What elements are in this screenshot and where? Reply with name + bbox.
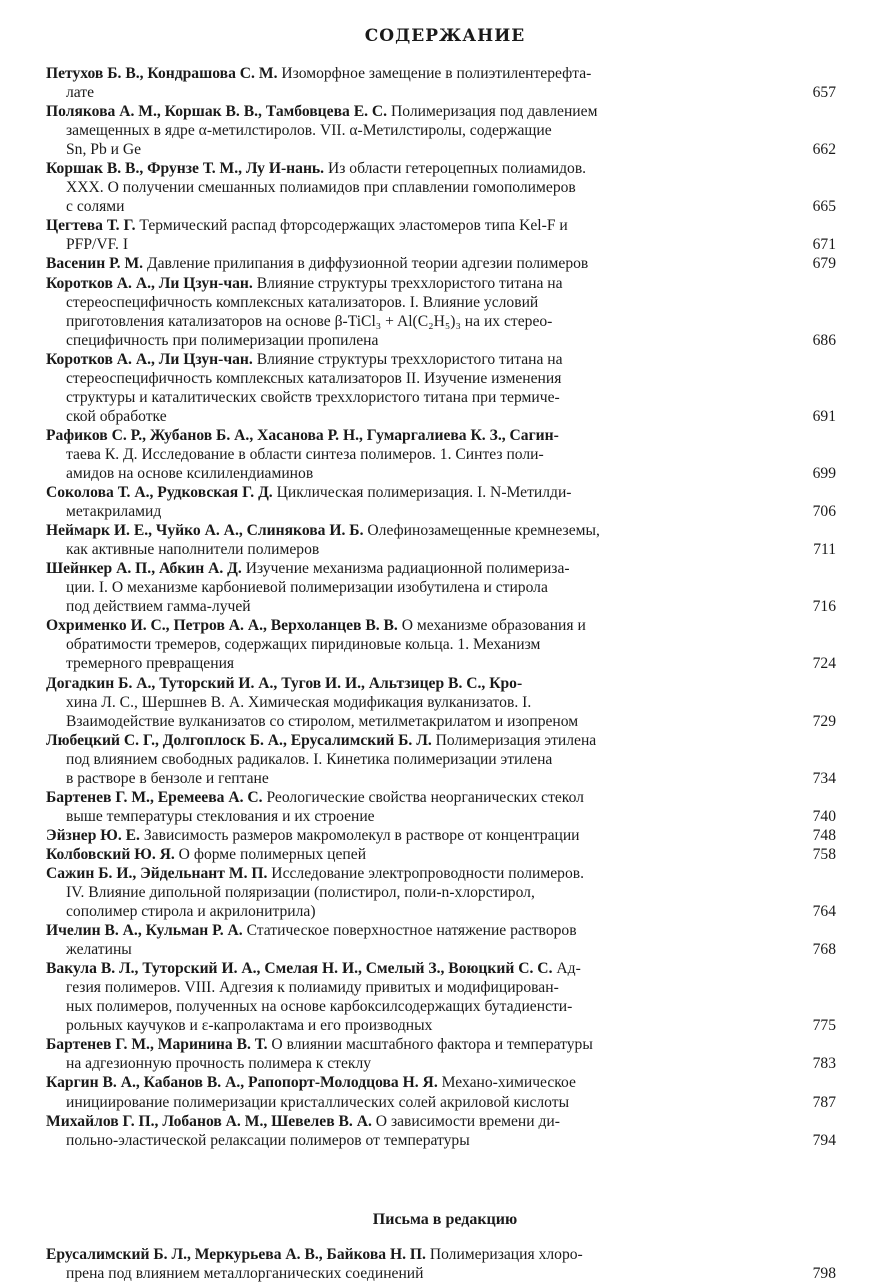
entry-authors: Ерусалимский Б. Л., Меркурьева А. В., Байкова Н. П. (46, 1246, 426, 1263)
entry-first-line (46, 1245, 784, 1264)
entry-continuation-line: специфичность при полимеризации пропилена (66, 331, 379, 349)
page-number: 662 (812, 141, 836, 159)
contents-entry (46, 1035, 836, 1073)
entry-continuation-line: IV. Влияние дипольной поляризации (полистирол, поли-n-хлорстирол, (66, 884, 535, 902)
entry-continuation-line: ской обработке (66, 407, 167, 425)
entry-continuation-line: стереоспецифичность комплексных катализаторов. I. Влияние условий (66, 293, 539, 311)
contents-entry (46, 483, 836, 521)
contents-list (46, 64, 836, 1150)
entry-continuation-line: замещенных в ядре α-метилстиролов. VII. α-Метилстиролы, содержащие (66, 122, 552, 140)
page-number: 734 (812, 769, 836, 787)
entry-continuation-line: желатины (66, 941, 132, 959)
entry-continuation-line: выше температуры стеклования и их строение (66, 807, 375, 825)
contents-entry (46, 788, 836, 826)
entry-authors: Петухов Б. В., Кондрашова С. М. (46, 65, 278, 82)
entry-first-line (46, 959, 784, 978)
page-number: 764 (812, 903, 836, 921)
page-number: 716 (812, 598, 836, 616)
entry-first-line (46, 559, 784, 578)
page-number: 657 (812, 84, 836, 102)
entry-title: Влияние структуры треххлористого титана на (252, 274, 563, 292)
entry-continuation-line: на адгезионную прочность полимера к стеклу (66, 1055, 372, 1073)
entry-authors: Вакула В. Л., Туторский И. А., Смелая Н. И., Смелый З., Воюцкий С. С. (46, 960, 553, 978)
entry-continuation-line: метакриламид (66, 503, 162, 521)
page-number: 794 (812, 1131, 836, 1149)
entry-continuation-line: Взаимодействие вулканизатов со стиролом, метилметакрилатом и изопреном (66, 712, 579, 730)
contents-entry (46, 102, 836, 159)
entry-first-line (46, 254, 784, 273)
entry-continuation-line: сополимер стирола и акрилонитрила) (66, 903, 316, 921)
contents-entry (46, 845, 836, 864)
entry-continuation-line: под влиянием свободных радикалов. I. Кинетика полимеризации этилена (66, 750, 553, 768)
section-title: Письма в редакцию (372, 1211, 518, 1228)
entry-authors: Бартенев Г. М., Маринина В. Т. (46, 1036, 268, 1054)
page-number: 758 (812, 845, 836, 863)
entry-title: Механо-химическое (437, 1074, 576, 1092)
entry-continuation-line: прена под влиянием металлорганических соединений (66, 1265, 424, 1283)
entry-title: О зависимости времени ди- (371, 1112, 560, 1130)
contents-entry (46, 254, 836, 273)
entry-first-line (46, 921, 784, 940)
entry-title: О механизме образования и (397, 617, 586, 635)
page-number: 691 (812, 407, 836, 425)
entry-authors: Охрименко И. С., Петров А. А., Верхоланцев В. В. (46, 617, 398, 635)
entry-continuation-line: обратимости тремеров, содержащих пиридиновые кольца. 1. Механизм (66, 636, 541, 654)
entry-title: Ад- (552, 960, 581, 978)
entry-title: Давление прилипания в диффузионной теории адгезии полимеров (143, 255, 589, 273)
entry-first-line (46, 1073, 784, 1092)
entry-title: Циклическая полимеризация. I. N-Метилди- (272, 484, 572, 502)
entry-title: Олефинозамещенные кремнеземы, (363, 522, 600, 540)
entry-title: Влияние структуры треххлористого титана на (252, 350, 563, 368)
entry-continuation-line: в растворе в бензоле и гептане (66, 769, 269, 787)
entry-authors: Колбовский Ю. Я. (46, 845, 175, 863)
entry-continuation-line: рольных каучуков и ε-капролактама и его производных (66, 1017, 433, 1035)
entry-authors: Коротков А. А., Ли Цзун-чан. (46, 274, 253, 292)
entry-first-line (46, 64, 784, 83)
entry-authors: Цегтева Т. Г. (46, 217, 136, 235)
contents-entry (46, 1112, 836, 1150)
entry-title: О форме полимерных цепей (174, 845, 367, 863)
entry-first-line (46, 1035, 784, 1054)
page-number: 686 (812, 331, 836, 349)
entry-first-line (46, 521, 784, 540)
entry-continuation-line: стереоспецифичность комплексных катализаторов II. Изучение изменения (66, 369, 562, 387)
entry-title: Исследование электропроводности полимеров. (267, 864, 585, 882)
entry-title: Зависимость размеров макромолекул в растворе от концентрации (139, 826, 580, 844)
contents-entry (46, 521, 836, 559)
entry-authors: Сажин Б. И., Эйдельнант М. П. (46, 864, 268, 882)
entry-first-line (46, 483, 784, 502)
entry-title: Термический распад фторсодержащих эластомеров типа Kel-F и (135, 217, 568, 235)
letters-list (46, 1245, 836, 1283)
entry-title: Статическое поверхностное натяжение растворов (242, 922, 577, 940)
entry-continuation-line: с солями (66, 198, 125, 216)
entry-continuation-line: хина Л. С., Шершнев В. А. Химическая модификация вулканизатов. I. (66, 693, 532, 711)
entry-continuation-line: под действием гамма-лучей (66, 598, 251, 616)
entry-continuation-line: польно-эластической релаксации полимеров от температуры (66, 1131, 470, 1149)
entry-first-line (46, 159, 784, 178)
contents-entry (46, 826, 836, 845)
contents-entry (46, 921, 836, 959)
contents-entry (46, 64, 836, 102)
page-number: 665 (812, 198, 836, 216)
entry-continuation-line: таева К. Д. Исследование в области синтеза полимеров. 1. Синтез поли- (66, 445, 544, 463)
entry-title: Изоморфное замещение в полиэтилентерефта- (277, 65, 592, 82)
contents-entry (46, 674, 836, 731)
entry-continuation-line: тремерного превращения (66, 655, 235, 673)
entry-authors: Любецкий С. Г., Долгоплоск Б. А., Ерусалимский Б. Л. (46, 731, 432, 749)
page-number: 740 (812, 807, 836, 825)
page-number: 724 (812, 655, 836, 673)
contents-entry (46, 216, 836, 254)
entry-authors: Коротков А. А., Ли Цзун-чан. (46, 350, 253, 368)
entry-continuation-line: лате (66, 84, 95, 102)
entry-continuation-line: ции. I. О механизме карбониевой полимеризации изобутилена и стирола (66, 579, 548, 597)
entry-continuation-line: гезия полимеров. VIII. Адгезия к полиамиду привитых и модифицирован- (66, 979, 559, 997)
entry-first-line (46, 845, 784, 864)
entry-first-line (46, 788, 784, 807)
contents-entry (46, 426, 836, 483)
contents-entry (46, 1245, 836, 1283)
entry-first-line (46, 826, 784, 845)
entry-authors: Каргин В. А., Кабанов В. А., Рапопорт-Молодцова Н. Я. (46, 1074, 438, 1092)
page-number: 783 (812, 1055, 836, 1073)
entry-first-line (46, 216, 784, 235)
entry-title: О влиянии масштабного фактора и температуры (267, 1036, 593, 1054)
entry-authors: Ичелин В. А., Кульман Р. А. (46, 922, 243, 940)
entry-continuation-line: как активные наполнители полимеров (66, 541, 320, 559)
entry-title: Полимеризация этилена (431, 731, 597, 749)
entry-continuation-line: ных полимеров, полученных на основе карбоксилсодержащих бутадиенсти- (66, 998, 573, 1016)
page-number: 679 (812, 255, 836, 273)
contents-entry (46, 1073, 836, 1111)
entry-first-line (46, 1112, 784, 1131)
entry-authors: Шейнкер А. П., Абкин А. Д. (46, 560, 242, 578)
entry-authors: Соколова Т. А., Рудковская Г. Д. (46, 484, 273, 502)
page-number: 706 (812, 503, 836, 521)
entry-first-line (46, 731, 784, 750)
contents-entry (46, 959, 836, 1035)
page-number: 775 (812, 1017, 836, 1035)
entry-first-line (46, 274, 784, 293)
entry-first-line (46, 102, 784, 121)
contents-entry (46, 731, 836, 788)
page-number: 748 (812, 826, 836, 844)
entry-first-line (46, 426, 784, 445)
entry-continuation-line: структуры и каталитических свойств треххлористого титана при термиче- (66, 388, 560, 406)
entry-authors: Неймарк И. Е., Чуйко А. А., Слинякова И. Б. (46, 522, 364, 540)
entry-continuation-line: Sn, Pb и Ge (66, 141, 142, 159)
entry-continuation-line: амидов на основе ксилилендиаминов (66, 464, 314, 482)
entry-first-line (46, 616, 784, 635)
contents-entry (46, 559, 836, 616)
entry-authors: Эйзнер Ю. Е. (46, 826, 140, 844)
page-number: 729 (812, 712, 836, 730)
contents-entry (46, 350, 836, 426)
page-number: 768 (812, 941, 836, 959)
entry-title: Реологические свойства неорганических стекол (262, 788, 584, 806)
entry-first-line (46, 864, 784, 883)
entry-title: Полимеризация хлоро- (425, 1246, 583, 1263)
page-number: 798 (812, 1265, 836, 1283)
page-number: 671 (812, 236, 836, 254)
page-title: СОДЕРЖАНИЕ (364, 26, 526, 46)
contents-entry (46, 616, 836, 673)
entry-title: Изучение механизма радиационной полимериза- (241, 560, 570, 578)
entry-continuation-line: инициирование полимеризации кристаллических солей акриловой кислоты (66, 1093, 570, 1111)
entry-first-line (46, 674, 784, 693)
entry-authors: Коршак В. В., Фрунзе Т. М., Лу И-нань. (46, 160, 325, 178)
entry-authors: Михайлов Г. П., Лобанов А. М., Шевелев В. А. (46, 1112, 372, 1130)
page-number: 711 (813, 541, 836, 559)
contents-entry (46, 274, 836, 350)
contents-entry (46, 864, 836, 921)
entry-continuation-line: приготовления катализаторов на основе β-TiCl₃ + Al(C₂H₅)₃ на их стерео- (66, 312, 553, 330)
page-number: 787 (812, 1093, 836, 1111)
entry-continuation-line: XXX. О получении смешанных полиамидов при сплавлении гомополимеров (66, 179, 576, 197)
contents-entry (46, 159, 836, 216)
entry-continuation-line: PFP/VF. I (66, 236, 129, 254)
page-number: 699 (812, 464, 836, 482)
entry-title: Из области гетероцепных полиамидов. (324, 160, 587, 178)
entry-authors: Рафиков С. Р., Жубанов Б. А., Хасанова Р. Н., Гумаргалиева К. З., Сагин- (46, 426, 559, 444)
entry-authors: Бартенев Г. М., Еремеева А. С. (46, 788, 263, 806)
entry-authors: Полякова А. М., Коршак В. В., Тамбовцева Е. С. (46, 103, 388, 121)
entry-authors: Васенин Р. М. (46, 255, 144, 273)
entry-authors: Догадкин Б. А., Туторский И. А., Тугов И. И., Альтзицер В. С., Кро- (46, 674, 523, 692)
entry-first-line (46, 350, 784, 369)
entry-title: Полимеризация под давлением (387, 103, 598, 121)
